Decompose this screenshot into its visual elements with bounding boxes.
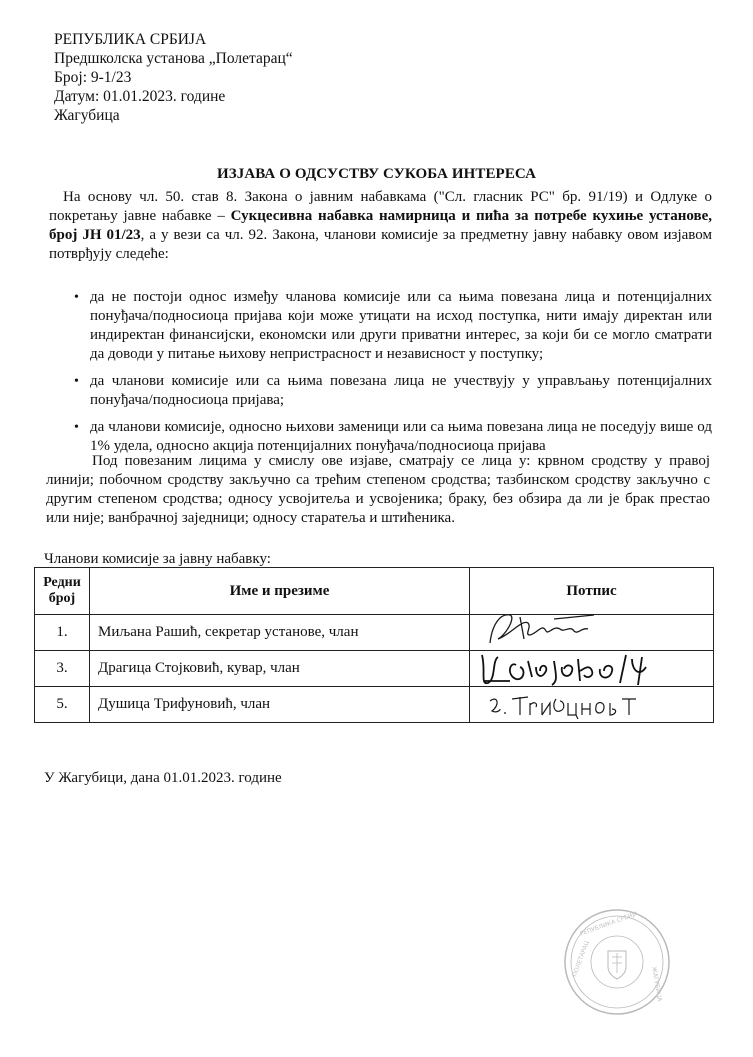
header-signature: Потпис bbox=[470, 568, 714, 615]
row-num: 3. bbox=[35, 651, 90, 687]
bullet-icon: • bbox=[74, 420, 79, 435]
declaration-list bbox=[60, 288, 712, 464]
place-date-line: У Жагубици, дана 01.01.2023. године bbox=[44, 770, 282, 786]
bullet-icon: • bbox=[74, 374, 79, 389]
svg-text:ПОЛЕТАРАЦ: ПОЛЕТАРАЦ bbox=[571, 939, 591, 978]
related-persons-paragraph: Под повезаним лицима у смислу ове изјаве, сматрају се лица у: крвном сродству у правој линији; побочном сродству закључно са трећим степеном сродства; тазбинском сродству закључно с другим степеном сродства; односу усвојитеља и усвојеника; браку, без обзира да ли је брак престао или није; ванбрачној заједници; односу старатеља и штићеника. bbox=[46, 453, 710, 526]
svg-text:ЖАГУБИЦА: ЖАГУБИЦА bbox=[650, 966, 664, 1003]
bullet-icon: • bbox=[74, 290, 79, 305]
intro-text-1: На основу чл. 50. став 8. Закона о јавним набавкама ("Сл. гласник РС" бр. 91/19) и Одлуке о покретању јавне набавке – bbox=[49, 189, 712, 224]
declaration-item: • да чланови комисије, односно њихови заменици или са њима повезана лица не поседују више од 1% удела, односно акција потенцијалних понуђача/подносиоца пријава bbox=[74, 419, 712, 454]
row-name: Драгица Стојковић, кувар, члан bbox=[90, 651, 470, 687]
document-title: ИЗЈАВА О ОДСУСТВУ СУКОБА ИНТЕРЕСА bbox=[216, 166, 537, 182]
document-header bbox=[54, 30, 293, 125]
document-number: Број: 9-1/23 bbox=[54, 69, 132, 86]
signature-cell bbox=[470, 687, 714, 723]
procurement-subject: Сукцесивна набавка намирница и пића за потребе кухиње установе, број ЈН 01/23 bbox=[49, 208, 713, 243]
document-date: Датум: 01.01.2023. године bbox=[54, 88, 226, 105]
row-name: Миљана Рашић, секретар установе, члан bbox=[90, 615, 470, 651]
table-header-row bbox=[35, 568, 714, 615]
intro-text-2: , а у вези са чл. 92. Закона, чланови комисије за предметну јавну набавку овом изјавом потврђују следеће: bbox=[49, 227, 712, 262]
declaration-item: • да чланови комисије или са њима повезана лица не учествују у управљању потенцијалних понуђача/подносиоца пријава; bbox=[74, 373, 712, 408]
svg-text:РЕПУБЛИКА СРБИЈА: РЕПУБЛИКА СРБИЈА bbox=[579, 910, 640, 938]
institution-line: Предшколска установа „Полетарац“ bbox=[54, 50, 293, 67]
header-num: Редни број bbox=[35, 568, 90, 615]
country-line: РЕПУБЛИКА СРБИЈА bbox=[54, 31, 207, 48]
header-name: Име и презиме bbox=[90, 568, 470, 615]
city-line: Жагубица bbox=[54, 107, 120, 124]
members-label: Чланови комисије за јавну набавку: bbox=[44, 551, 271, 567]
row-num: 5. bbox=[35, 687, 90, 723]
signature-3 bbox=[470, 677, 650, 723]
row-num: 1. bbox=[35, 615, 90, 651]
declaration-item: • да не постоји однос између чланова комисије или са њима повезана лица и потенцијалних понуђача/подносиоца пријава који може утицати на исход поступка, нити имају директан или индиректан финансијски, економски или други приватни интерес, за који би се могло сматрати да доводи у питање њихову непристрасност и независност у поступку; bbox=[74, 289, 712, 362]
intro-paragraph bbox=[49, 188, 712, 264]
table-row bbox=[35, 687, 714, 723]
row-name: Душица Трифуновић, члан bbox=[90, 687, 470, 723]
official-seal-stamp bbox=[562, 907, 672, 1017]
members-table bbox=[34, 567, 714, 723]
